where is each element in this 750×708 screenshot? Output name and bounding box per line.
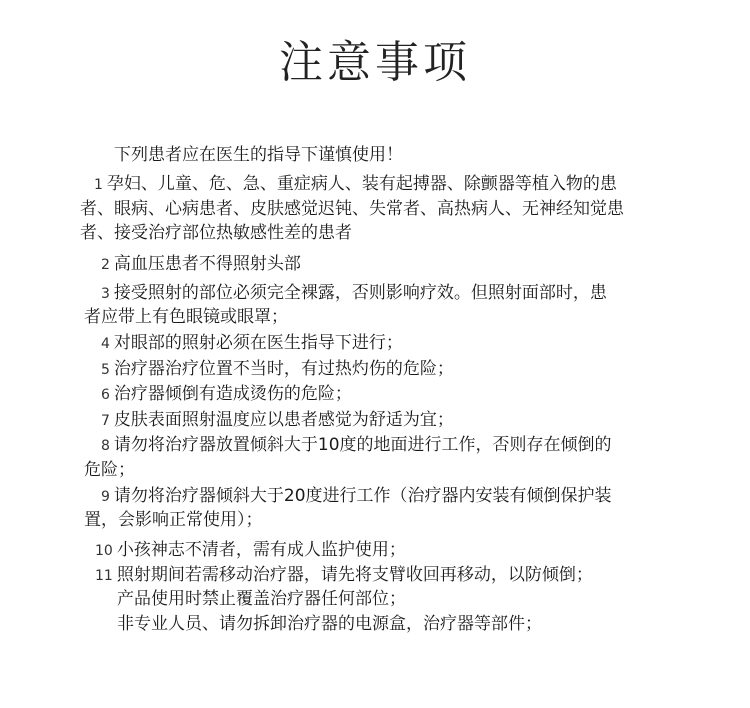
item-number: 6 xyxy=(101,387,110,403)
item-number: 11 xyxy=(95,568,113,584)
item-text: 小孩神志不清者，需有成人监护使用； xyxy=(116,540,406,560)
item-text: 治疗器倾倒有造成烫伤的危险； xyxy=(113,384,352,404)
list-item-5 xyxy=(101,359,454,380)
list-item-3-cont: 者应带上有色眼镜或眼罩； xyxy=(84,307,288,327)
item-number: 4 xyxy=(101,336,110,352)
item-text: 皮肤表面照射温度应以患者感觉为舒适为宜； xyxy=(113,410,454,430)
item-text: 高血压患者不得照射头部 xyxy=(113,254,301,274)
list-item-2 xyxy=(101,254,301,275)
item-number: 3 xyxy=(101,286,110,302)
item-text: 请勿将治疗器倾斜大于20度进行工作（治疗器内安装有倾倒保护装 xyxy=(113,486,612,506)
item-number: 7 xyxy=(101,413,110,429)
page-title: 注意事项 xyxy=(279,37,471,88)
list-item-6 xyxy=(101,384,352,405)
intro-text: 下列患者应在医生的指导下谨慎使用！ xyxy=(114,145,403,165)
list-item-11-cont: 产品使用时禁止覆盖治疗器任何部位； xyxy=(117,589,406,609)
list-item-9 xyxy=(101,486,612,507)
item-text: 对眼部的照射必须在医生指导下进行； xyxy=(113,333,403,353)
item-text: 请勿将治疗器放置倾斜大于10度的地面进行工作，否则存在倾倒的 xyxy=(113,435,612,455)
list-item-10 xyxy=(95,540,406,561)
item-number: 8 xyxy=(101,438,110,454)
item-number: 9 xyxy=(101,489,110,505)
item-number: 10 xyxy=(95,543,113,559)
item-text: 孕妇、儿童、危、急、重症病人、装有起搏器、除颤器等植入物的患 xyxy=(106,174,617,194)
list-item-4 xyxy=(101,333,403,354)
item-text: 接受照射的部位必须完全裸露，否则影响疗效。但照射面部时，患 xyxy=(113,283,607,303)
list-item-8-cont: 危险； xyxy=(84,460,135,480)
list-item-1-cont: 者、接受治疗部位热敏感性差的患者 xyxy=(80,223,352,243)
item-text: 照射期间若需移动治疗器，请先将支臂收回再移动，以防倾倒； xyxy=(116,565,593,585)
item-text: 治疗器治疗位置不当时，有过热灼伤的危险； xyxy=(113,359,454,379)
list-item-1-cont: 者、眼病、心病患者、皮肤感觉迟钝、失常者、高热病人、无神经知觉患 xyxy=(80,199,624,219)
list-item-1 xyxy=(94,174,617,195)
item-number: 1 xyxy=(94,177,103,193)
list-item-11 xyxy=(95,565,593,586)
item-number: 5 xyxy=(101,362,110,378)
item-number: 2 xyxy=(101,257,110,273)
list-item-8 xyxy=(101,435,612,456)
list-item-3 xyxy=(101,283,607,304)
list-item-7 xyxy=(101,410,454,431)
list-item-11-cont: 非专业人员、请勿拆卸治疗器的电源盒，治疗器等部件； xyxy=(117,614,542,634)
list-item-9-cont: 置，会影响正常使用）； xyxy=(84,510,263,530)
